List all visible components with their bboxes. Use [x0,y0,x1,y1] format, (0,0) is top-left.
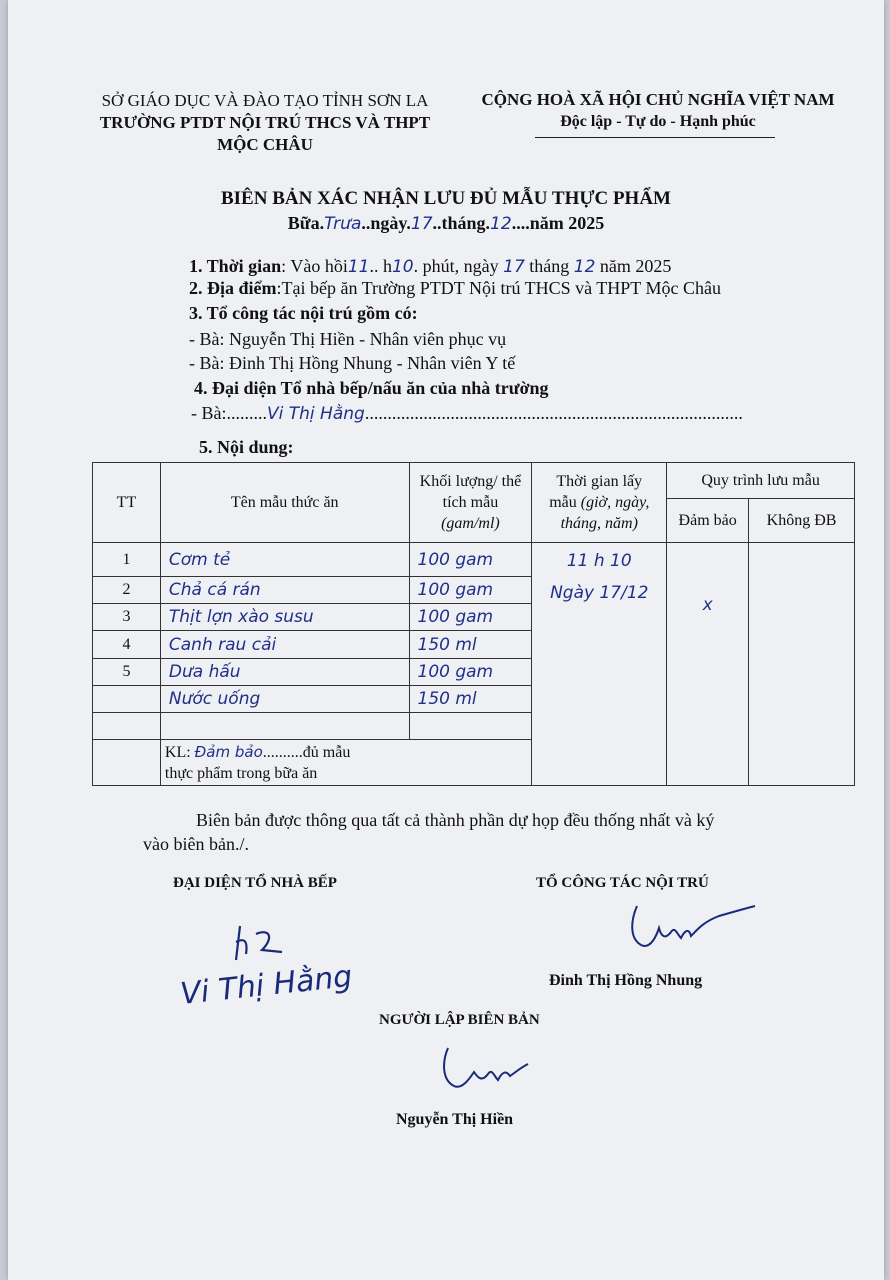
item-text: tháng [529,256,570,276]
row-food-name: Thịt lợn xào susu [160,604,409,631]
row-tt [93,713,161,740]
header-time [532,463,667,543]
subtitle-text: ..tháng. [432,213,491,233]
header-left [90,90,440,156]
sample-time-cell [532,543,667,786]
kitchen-rep-line: - Bà:.........Vi Thị Hằng.................................................................................... [191,403,743,424]
school-location: MỘC CHÂU [217,135,313,154]
author-signature-icon [436,1042,536,1092]
row-food-name: Dưa hấu [160,659,409,686]
day-handwritten: 17 [503,257,525,277]
conclusion-cell [160,740,531,786]
department-name: SỞ GIÁO DỤC VÀ ĐÀO TẠO TỈNH SƠN LA [101,91,429,110]
item-committee-label: 3. Tổ công tác nội trú gồm có: [189,303,418,323]
closing-line: vào biên bản./. [143,834,249,854]
header-right [478,89,838,133]
not-ok-cell [749,543,855,786]
motto: Độc lập - Tự do - Hạnh phúc [560,113,756,130]
row-food-name: Canh rau cải [160,631,409,659]
item-text: năm 2025 [599,256,672,276]
row-food-name: Cơm tẻ [160,543,409,577]
item-content-label: 5. Nội dung: [199,437,294,457]
subtitle-text: Bữa. [287,213,325,233]
item-text: .. h [369,256,392,276]
row-tt: 3 [93,604,161,631]
document-subtitle [8,213,884,234]
minute-handwritten: 10 [391,257,414,277]
header-name: Tên mẫu thức ăn [160,463,409,543]
header-not-ok: Không ĐB [749,499,855,543]
kitchen-rep-title: ĐẠI DIỆN TỔ NHÀ BẾP [173,875,337,891]
ok-mark: x [702,595,713,615]
row-tt: 1 [93,543,161,577]
row-tt: 4 [93,631,161,659]
school-name: TRƯỜNG PTDT NỘI TRÚ THCS VÀ THPT [99,113,431,132]
item-label: 2. Địa điểm [189,278,277,298]
header-text: Khối lượng/ thể [419,473,522,490]
committee-member: - Bà: Nguyễn Thị Hiền - Nhân viên phục vụ [189,329,507,349]
header-text: tích mẫu [442,494,499,511]
hour-handwritten: 11 [347,257,370,277]
subtitle-text: ..ngày. [361,213,411,233]
header-text: tháng, năm) [560,515,638,532]
conclusion-text: thực phẩm trong bữa ăn [164,764,318,782]
item-location [189,277,721,299]
item-kitchen-label: 4. Đại diện Tổ nhà bếp/nấu ăn của nhà trường [194,378,549,398]
country-name: CỘNG HOÀ XÃ HỘI CHỦ NGHĨA VIỆT NAM [481,90,835,109]
subtitle-text: ....năm 2025 [511,213,605,233]
row-weight: 100 gam [409,659,532,686]
item-label: 1. Thời gian [189,256,282,276]
row-tt: 5 [93,659,161,686]
header-text: (gam/ml) [441,515,500,532]
month-handwritten: 12 [573,257,596,277]
header-text: mẫu [549,494,581,511]
header-tt: TT [93,463,161,543]
row-tt [93,686,161,713]
ok-cell [667,543,749,786]
header-text: (giờ, ngày, [580,494,650,511]
row-food-name: Nước uống [160,686,409,713]
item-text: - Bà: [191,403,227,423]
item-time [189,255,671,278]
row-weight: 150 ml [409,631,532,659]
document-title: BIÊN BẢN XÁC NHẬN LƯU ĐỦ MẪU THỰC PHẨM [220,188,671,209]
header-text: Thời gian lấy [556,473,643,490]
committee-member: - Bà: Đinh Thị Hồng Nhung - Nhân viên Y tế [189,353,516,373]
row-weight: 150 ml [409,686,532,713]
meal-handwritten: Trưa [324,214,362,234]
committee-signature-icon [623,900,763,955]
conclusion-text: ..........đủ mẫu [262,743,351,761]
header-process: Quy trình lưu mẫu [667,463,855,499]
row-food-name [160,713,409,740]
row-weight: 100 gam [409,543,532,577]
row-weight [409,713,532,740]
conclusion-text: KL: [164,743,195,761]
header-ok: Đảm bảo [667,499,749,543]
date-handwritten: Ngày 17/12 [550,583,649,603]
sample-table [92,462,855,786]
row-weight: 100 gam [409,577,532,604]
day-handwritten: 17 [410,214,433,234]
row-weight: 100 gam [409,604,532,631]
author-name: Nguyễn Thị Hiền [396,1111,514,1128]
item-text: . phút, ngày [413,256,499,276]
motto-underline [535,137,775,138]
item-text: : Vào hồi [281,256,348,276]
author-title: NGƯỜI LẬP BIÊN BẢN [379,1012,540,1028]
kitchen-rep-handwritten: Vi Thị Hằng [267,404,365,424]
closing-line: Biên bản được thông qua tất cả thành phần dự họp đều thống nhất và ký [196,810,715,830]
month-handwritten: 12 [490,214,512,234]
row-food-name: Chả cá rán [160,577,409,604]
time-handwritten: 11 h 10 [566,551,632,571]
kitchen-rep-name: Vi Thị Hằng [178,959,354,1012]
conclusion-handwritten: Đảm bảo [194,742,263,761]
committee-title: TỔ CÔNG TÁC NỘI TRÚ [536,875,709,891]
header-weight [409,463,532,543]
document-page [8,0,884,1280]
committee-name: Đinh Thị Hồng Nhung [549,972,703,989]
kitchen-signature-icon [226,920,296,966]
item-text: :Tại bếp ăn Trường PTDT Nội trú THCS và THPT Mộc Châu [276,278,721,298]
row-tt: 2 [93,577,161,604]
table-row [93,543,855,577]
